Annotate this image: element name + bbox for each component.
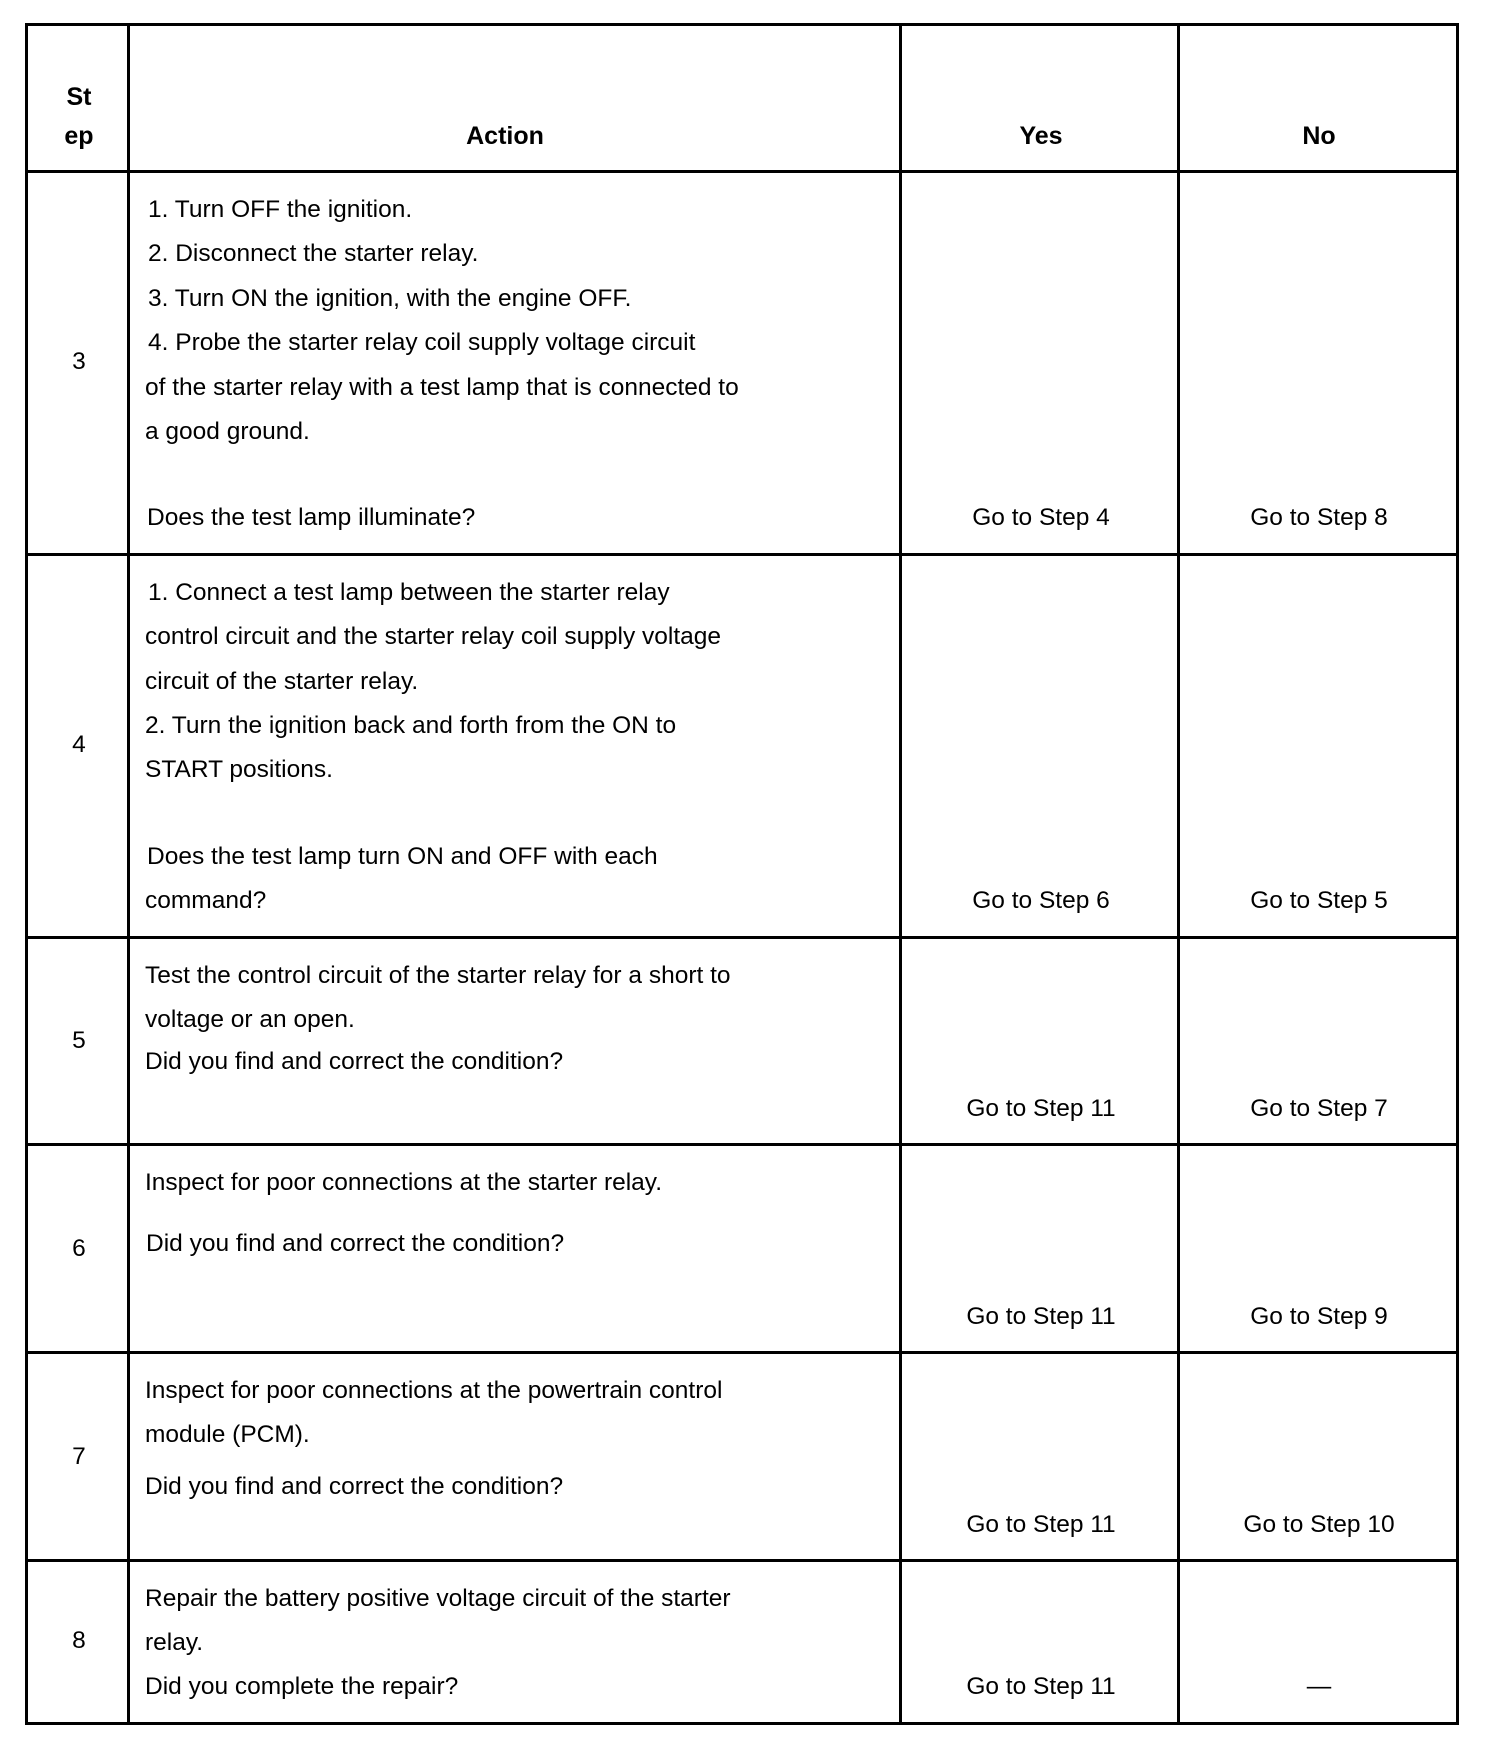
step-number: 6 bbox=[72, 1235, 86, 1262]
yes-result: Go to Step 11 bbox=[966, 1511, 1116, 1538]
action-question: Did you find and correct the condition? bbox=[146, 1230, 565, 1257]
no-result: Go to Step 8 bbox=[1250, 504, 1388, 531]
action-question: Does the test lamp illuminate? bbox=[147, 504, 476, 531]
action-line: 2. Disconnect the starter relay. bbox=[148, 240, 479, 267]
no-result: Go to Step 5 bbox=[1250, 887, 1388, 914]
no-result: Go to Step 10 bbox=[1243, 1511, 1395, 1538]
action-line: relay. bbox=[145, 1629, 204, 1656]
step-number: 5 bbox=[72, 1027, 86, 1054]
action-question: Did you complete the repair? bbox=[145, 1673, 459, 1700]
action-line: 1. Connect a test lamp between the starter relay bbox=[148, 579, 670, 606]
no-result: Go to Step 7 bbox=[1250, 1095, 1388, 1122]
action-line: Inspect for poor connections at the powertrain control bbox=[145, 1377, 723, 1404]
action-line: START positions. bbox=[145, 756, 333, 783]
column-divider bbox=[1177, 24, 1180, 1725]
table-header-divider bbox=[25, 170, 1459, 173]
action-question: Did you find and correct the condition? bbox=[145, 1048, 564, 1075]
step-number: 4 bbox=[72, 731, 86, 758]
row-divider bbox=[25, 1559, 1459, 1562]
header-step bbox=[28, 78, 130, 156]
table-border-top bbox=[25, 23, 1459, 26]
row-divider bbox=[25, 1143, 1459, 1146]
step-number: 8 bbox=[72, 1627, 86, 1654]
action-line: circuit of the starter relay. bbox=[145, 668, 419, 695]
action-line: a good ground. bbox=[145, 418, 310, 445]
yes-result: Go to Step 6 bbox=[972, 887, 1110, 914]
header-yes: Yes bbox=[1019, 122, 1063, 150]
step-number: 3 bbox=[72, 348, 86, 375]
row-divider bbox=[25, 1351, 1459, 1354]
action-line: Test the control circuit of the starter relay for a short to bbox=[145, 962, 731, 989]
action-line: control circuit and the starter relay coil supply voltage bbox=[145, 623, 722, 650]
yes-result: Go to Step 11 bbox=[966, 1303, 1116, 1330]
table-border-bottom bbox=[25, 1722, 1459, 1725]
action-question: Does the test lamp turn ON and OFF with each bbox=[147, 843, 658, 870]
header-no: No bbox=[1302, 122, 1336, 150]
column-divider bbox=[899, 24, 902, 1725]
yes-result: Go to Step 4 bbox=[972, 504, 1110, 531]
action-line: Repair the battery positive voltage circuit of the starter bbox=[145, 1585, 731, 1612]
row-divider bbox=[25, 936, 1459, 939]
action-line: 4. Probe the starter relay coil supply voltage circuit bbox=[148, 329, 696, 356]
yes-result: Go to Step 11 bbox=[966, 1095, 1116, 1122]
action-line: module (PCM). bbox=[145, 1421, 310, 1448]
yes-result: Go to Step 11 bbox=[966, 1673, 1116, 1700]
row-divider bbox=[25, 553, 1459, 556]
header-step-line1: St bbox=[66, 83, 92, 111]
table-border-right bbox=[1456, 24, 1459, 1725]
action-line: voltage or an open. bbox=[145, 1006, 355, 1033]
no-result: Go to Step 9 bbox=[1250, 1303, 1388, 1330]
action-line: 3. Turn ON the ignition, with the engine OFF. bbox=[148, 285, 632, 312]
action-question: Did you find and correct the condition? bbox=[145, 1473, 564, 1500]
action-question: command? bbox=[145, 887, 267, 914]
step-number: 7 bbox=[72, 1443, 86, 1470]
action-line: Inspect for poor connections at the starter relay. bbox=[145, 1169, 663, 1196]
header-step-line2: ep bbox=[64, 122, 94, 150]
action-line: 2. Turn the ignition back and forth from the ON to bbox=[145, 712, 677, 739]
header-action: Action bbox=[466, 122, 544, 150]
action-line: 1. Turn OFF the ignition. bbox=[148, 196, 413, 223]
no-result: — bbox=[1306, 1673, 1332, 1700]
action-line: of the starter relay with a test lamp that is connected to bbox=[145, 374, 739, 401]
